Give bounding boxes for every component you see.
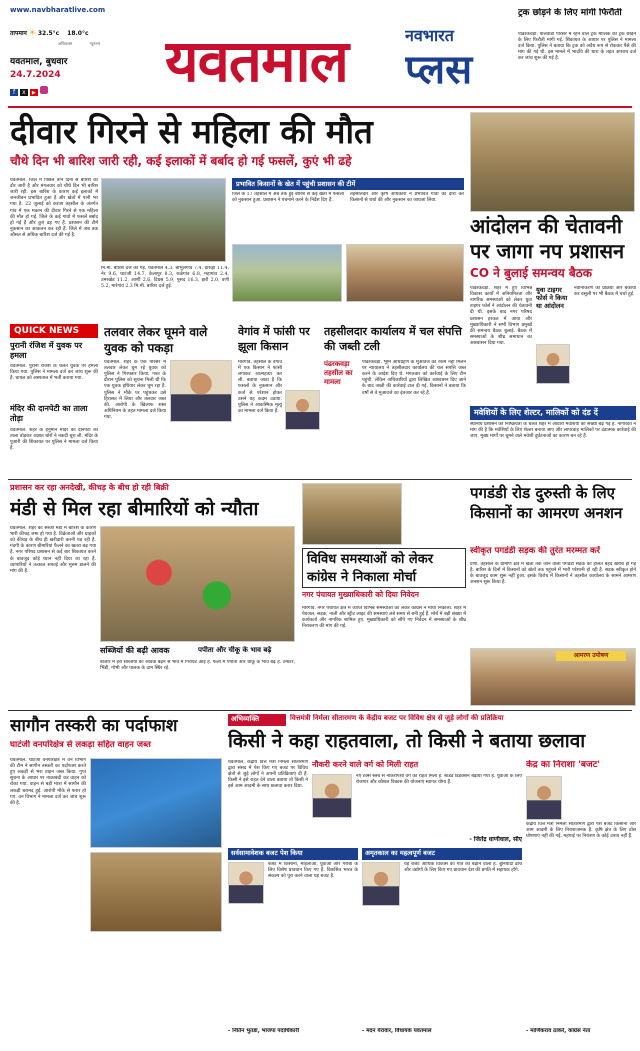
- suicide-photo: [285, 390, 320, 430]
- masthead-rule: [8, 106, 632, 108]
- congress-body: मारेगांव. नगर पंचायत क्षेत्र में व्याप्त विभिन्न समस्याओं को लेकर कांग्रेस ने मोर्चा निकाला. शहर में पेयजल, सड़क, नाली और स्ट्रीट लाइट की समस्याएं लंबे समय से बनी हुई हैं. मोर्चे में बड़ी संख्या में कार्यकर्ता और नागरिक शामिल हुए. मुख्याधिकारी को सौंपे गए निवेदन में समस्याओं के शीघ्र निराकरण की मांग की गई.: [302, 606, 466, 630]
- lead-subhead: चौथे दिन भी बारिश जारी रही, कई इलाकों में बर्बाद हो गई फसलें, कुएं भी ढहे: [10, 154, 352, 168]
- budget-box4-sign: - माणिकराव ठाकरे, कांग्रेस नेता: [526, 1028, 591, 1034]
- pagdandi-headline: पगडंडी रोड दुरुस्ती के लिए किसानों का आमरण अनशन: [470, 484, 623, 522]
- budget-box3-portrait: [362, 862, 400, 906]
- quick-news-item-2-headline: मंदिर की दानपेटी का ताला तोड़ा: [10, 404, 88, 423]
- budget-box2-sign: - नितिन भुतडा, भाजपा पदाधिकारी: [228, 1028, 300, 1034]
- right-mid-body: पांढरकवड़ा. शहर में हुए विभिन्न विकास कार्यों में अनियमितता और नागरिक समस्याओं को लेकर युवा टाइगर फोर्स ने आंदोलन की चेतावनी दी थी. इसके बाद नगर परिषद प्रशासन हरकत में आया और मुख्याधिकारी ने सभी विभाग प्रमुखों की समन्वय बैठक बुलाई. बैठक में समस्याओं के शीघ्र समाधान का आश्वासन दिया गया.: [470, 286, 532, 346]
- lead-photo-field: [232, 244, 342, 302]
- mandi-kicker: प्रशासन कर रहा अनदेखी, कीचड़ के बीच हो रही बिक्री: [10, 483, 169, 492]
- right-top-photo: [470, 112, 635, 212]
- sword-photo: [170, 360, 232, 422]
- section-rule-2: [8, 710, 632, 711]
- tehsil-headline: तहसीलदार कार्यालय में चल संपत्ति की जब्ती टली: [324, 325, 462, 353]
- pagdandi-subhead: स्वीकृत पगडंडी सड़क की तुरंत मरम्मत करें: [470, 546, 601, 556]
- sun-icon: ☀: [28, 28, 36, 37]
- cattle-notice-headline: मवेशियों के लिए शेल्टर, मालिकों को दंड दें: [470, 406, 636, 420]
- lead-rain-stats: मि.मी. बारिश दर्ज की गई. यवतमाल 4.3, बाभुलगांव 7.4, दारव्हा 11.4, नेर 9.6, घाटंजी 14.7, केलापुर 8.3, राळेगांव 6.8, महागांव 2.4, उमरखेड 11.2, आर्णी 2.6, दिग्रस 5.9, पुसद 16.3, झरी 2.0, वणी 5.2, मारेगांव 2.3 मि.मी. बारिश दर्ज हुई.: [101, 266, 229, 290]
- section-rule-1: [8, 479, 632, 480]
- youtube-icon[interactable]: ▶: [30, 89, 38, 96]
- mandi-caption-veg: सब्जियों की बढ़ी आवक: [100, 646, 170, 655]
- masthead-brand-sub: प्लस: [405, 47, 473, 93]
- quick-news-item-1-body: यवतमाल. पुरानी रंजिश के चलते युवक पर हमला किया गया. पुलिस ने मामला दर्ज कर जांच शुरू की है. घायल को अस्पताल में भर्ती कराया गया.: [10, 364, 98, 382]
- lead-box-left: जिले के 17 तहसील में अब तक हुई बारिश से कई खेतों में फसलों को नुकसान हुआ. प्रशासन ने पंचनामे करने के निर्देश दिए हैं.: [232, 192, 344, 204]
- sagwan-subhead: घाटंजी वनपरिक्षेत्र से लकड़ा सहित वाहन जब्त: [10, 740, 151, 750]
- temp-min-label: न्यूनतम: [89, 41, 100, 46]
- social-icons: [10, 86, 70, 96]
- tehsil-tag: पंढरकवड़ा तहसील का मामला: [324, 360, 353, 386]
- side-top-body: पांढरकवड़ा. पोलवाडा परिसर में रहने वाले ट्रक मालिक को ट्रक छोड़ने के लिए फिरौती मांगी गई. शिकायत के आधार पर पुलिस ने मामला दर्ज किया. पुलिस ने बताया कि ट्रक को अवैध रूप से रोककर पैसे की मांग की गई थी. इस मामले में भादंवि की धारा के तहत अपराध दर्ज कर जांच शुरू की गई है.: [518, 32, 636, 62]
- lead-photo-well: [101, 178, 226, 262]
- right-mid-headline: आंदोलन की चेतावनी पर जागा नप प्रशासन: [470, 214, 625, 263]
- instagram-icon[interactable]: [40, 86, 48, 94]
- masthead-title: यवतमाल: [165, 27, 348, 95]
- quick-news-label: QUICK NEWS: [10, 324, 98, 338]
- tehsil-body: पांढरकवड़ा. भूमि अधिग्रहण के मुआवजे की रकम नहीं मिलने पर न्यायालय ने तहसीलदार कार्यालय की चल संपत्ति जब्त करने के आदेश दिए थे. मंगलवार को कार्रवाई के लिए टीम पहुंची, लेकिन अधिकारियों द्वारा लिखित आश्वासन दिए जाने के बाद जब्ती की कार्रवाई टाल दी गई. किसानों ने बताया कि वर्षों से वे मुआवजे का इंतजार कर रहे हैं.: [362, 360, 466, 396]
- pagdandi-body: वणी. तहसील के ग्रामीण क्षेत्र में खेतों तक जाने वाली पगडंडी सड़क की हालत बेहद खराब हो गई है. बारिश के दिनों में किसानों को खेतों तक पहुंचने में भारी परेशानी हो रही है. सड़क स्वीकृत होने के बावजूद काम शुरू नहीं हुआ. इसके विरोध में किसानों ने तहसील कार्यालय के सामने आमरण अनशन शुरू किया है.: [470, 562, 636, 586]
- right-mid-subhead: CO ने बुलाई समन्वय बैठक: [470, 266, 592, 280]
- budget-lead-body: यवतमाल. केंद्रीय वित्त मंत्री निर्मला सीतारमण द्वारा संसद में पेश किए गए बजट पर विविध क्षेत्रों से जुड़े लोगों ने अपनी प्रतिक्रियाएं दी हैं. किसी ने इसे राहत देने वाला बताया तो किसी ने इसे आम आदमी के साथ छलावा करार दिया.: [228, 760, 308, 790]
- sagwan-photo-wood: [90, 852, 222, 932]
- budget-kicker: अभिव्यक्ति: [228, 714, 286, 726]
- budget-box4-title: केंद्र का निराशा 'बजट': [526, 760, 600, 770]
- mandi-body: यवतमाल. शहर की सब्जी मंडी में बारिश के कारण भारी कीचड़ जमा हो गया है. विक्रेताओं और ग्राहकों को कीचड़ के बीच ही खरीदारी करनी पड़ रही है. गंदगी के कारण बीमारियां फैलने का खतरा बढ़ गया है. नगर परिषद प्रशासन से कई बार शिकायत करने के बावजूद कोई ध्यान नहीं दिया जा रहा है. व्यापारियों ने तत्काल सफाई और मुरुम डालने की मांग की है.: [10, 526, 96, 574]
- twitter-icon[interactable]: x: [20, 89, 28, 96]
- right-mid-side: नवीनीकरण की प्रक्रिया और बकाया कर वसूली पर भी बैठक में चर्चा हुई.: [574, 286, 636, 298]
- mandi-body2: बाजार में हरी सब्जियों की आवक बढ़ने से भाव में गिरावट आई है. फलों में पपीता और चीकू के भाव बढ़े हैं. टमाटर, भिंडी, गोभी और पालक के दाम स्थिर रहे.: [100, 660, 295, 672]
- temp-max: 32.5°c: [37, 30, 60, 37]
- budget-box1-sign: - जितेंद्र धाणीवाल, सीए: [469, 836, 522, 843]
- facebook-icon[interactable]: f: [10, 89, 18, 96]
- mandi-photo: [100, 526, 295, 642]
- congress-subhead: नगर पंचायत मुख्याधिकारी को दिया निवेदन: [302, 590, 419, 599]
- masthead-brand: नवभारत: [405, 26, 454, 45]
- congress-headline: विविध समस्याओं को लेकर कांग्रेस ने निकाला मोर्चा: [302, 548, 466, 588]
- website-url[interactable]: www.navbharatlive.com: [10, 6, 106, 14]
- budget-box2-portrait: [228, 862, 264, 904]
- lead-box-title: प्रभावित किसानों के खेत में पहुंची प्रशासन की टीमें: [232, 178, 464, 190]
- budget-box1-body: नए टैक्स स्लैब से नौकरीपेशा वर्ग को राहत मिली है. स्टैंडर्ड डिडक्शन बढ़ाया गया है. युवाओं के लिए रोजगार और कौशल विकास की योजनाएं स्वागत योग्य हैं.: [356, 774, 522, 786]
- sagwan-headline: सागौन तस्करी का पर्दाफाश: [10, 716, 178, 736]
- budget-box4-body: केंद्रीय वित्त मंत्री निर्मला सीतारमण द्वारा पेश बजट किसानों और आम आदमी के लिए निराशाजनक है. कृषि क्षेत्र के लिए ठोस घोषणाएं नहीं की गईं. महंगाई पर नियंत्रण के कोई उपाय नहीं हैं.: [526, 822, 636, 840]
- lead-headline: दीवार गिरने से महिला की मौत: [10, 112, 373, 151]
- sword-body: यवतमाल. शहर के एक परिसर में तलवार लेकर घूम रहे युवक को पुलिस ने गिरफ्तार किया. गश्त के दौरान पुलिस को सूचना मिली थी कि एक युवक हथियार लेकर घूम रहा है. पुलिस ने मौके पर पहुंचकर उसे हिरासत में लिया और तलवार जब्त की. आरोपी के खिलाफ शस्त्र अधिनियम के तहत मामला दर्ज किया गया.: [104, 360, 166, 420]
- mandi-headline: मंडी से मिल रहा बीमारियों को न्यौता: [10, 498, 259, 520]
- edition-city-day: यवतमाल, बुधवार: [10, 57, 68, 67]
- budget-box1-portrait: [312, 774, 352, 818]
- temp-min: 18.0°c: [67, 30, 89, 37]
- budget-box2-body: बजट में किसानों, महिलाओं, युवाओं और गरीबों के लिए विशेष प्रावधान किए गए हैं. विकसित भारत के संकल्प को पूरा करने वाला यह बजट है.: [268, 862, 358, 880]
- right-mid-portrait: [536, 344, 570, 384]
- sagwan-body: यवतमाल. घाटंजी वनपरिक्षेत्र में वन विभाग की टीम ने सागौन तस्करी का पर्दाफाश करते हुए लकड़ी से भरा वाहन जब्त किया. गुप्त सूचना के आधार पर नाकाबंदी कर वाहन को रोका गया. वाहन से बड़ी मात्रा में सागौन की लकड़ी बरामद हुई. आरोपी मौके से फरार हो गए. वन विभाग ने मामला दर्ज कर जांच शुरू की है.: [10, 758, 86, 806]
- suicide-body: मारेगांव. तहसील के वेगांव में एक किसान ने फांसी लगाकर आत्महत्या कर ली. बताया जाता है कि फसलों के नुकसान और कर्ज से परेशान होकर उसने यह कदम उठाया. पुलिस ने आकस्मिक मृत्यु का मामला दर्ज किया है.: [238, 360, 282, 414]
- quick-news-item-1-headline: पुरानी रंजिश में युवक पर हमला: [10, 341, 83, 360]
- edition-date: 24.7.2024: [10, 70, 61, 80]
- suicide-headline: वेगांव में फांसी पर झूला किसान: [238, 325, 310, 353]
- budget-box3-title: अमृतकाल का महत्वपूर्ण बजट: [362, 848, 522, 860]
- budget-kicker-text: वित्तमंत्री निर्मला सीतारमण के केंद्रीय बजट पर विविध क्षेत्र से जुड़े लोगों की प्रतिक्रिया: [290, 714, 504, 722]
- temp-label: तापमान: [10, 30, 27, 37]
- side-top-headline: ट्रक छोड़ने के लिए मांगी फिरौती: [518, 8, 622, 18]
- budget-box1-title: नौकरी करने वाले वर्ग को मिली राहत: [312, 760, 419, 769]
- budget-box3-body: यह बजट आर्थिक विकास की गति को बढ़ाने वाला है. बुनियादी ढांचे और उद्योगों के लिए किए गए प्रावधान देश की प्रगति में सहायक होंगे.: [404, 862, 522, 874]
- temp-max-label: अधिकतम: [58, 41, 73, 46]
- right-mid-tag: युवा टाइगर फोर्स ने किया था आंदोलन: [536, 286, 568, 310]
- quick-news-item-2-body: यवतमाल. शहर के हनुमान मंदिर की दानपेटी का ताला तोड़कर अज्ञात चोरों ने नकदी चुरा ली. मंदिर के पुजारी की शिकायत पर पुलिस ने मामला दर्ज किया है.: [10, 428, 98, 452]
- sagwan-photo-truck: [90, 758, 222, 848]
- budget-headline: किसी ने कहा राहतवाला, तो किसी ने बताया छलावा: [228, 730, 586, 752]
- lead-box-right: तहसीलदार और कृषि अधिकारी ने प्रभावित गांवों का दौरा कर किसानों से चर्चा की और नुकसान का जायजा लिया.: [350, 192, 464, 204]
- pagdandi-photo-banner: आमरण उपोषण: [556, 651, 626, 661]
- lead-photo-officials: [346, 244, 464, 302]
- lead-body: यवतमाल. जिले में पिछले तीन दिनों से बारिश का दौर जारी है और मंगलवार को चौथे दिन भी बारिश जारी रही. इस बारिश के कारण कई इलाकों में जनजीवन प्रभावित हुआ है और खेतों में पानी भर गया है. 22 जुलाई को करंजा तहसील के अंतर्गत गांव में एक मकान की दीवार गिरने से एक महिला की मौत हो गई. जिले के कई गांवों में फसलें बर्बाद हो गई हैं और कुएं ढह गए हैं. प्रशासन की टीमें नुकसान का आकलन कर रही हैं. जिले में अब तक औसत से अधिक बारिश दर्ज की गई है.: [10, 178, 98, 238]
- budget-box3-sign: - मदन येरावार, विधायक यवतमाल: [362, 1028, 432, 1034]
- budget-box4-portrait: [526, 776, 562, 820]
- cattle-notice-body: स्थानीय प्रशासन की निष्क्रियता के चलते शहर में आवारा मवेशियों की संख्या बढ़ गई है. नागरिकों ने मांग की है कि मवेशियों के लिए शेल्टर बनाया जाए और लापरवाह मालिकों पर दंडात्मक कार्रवाई की जाए. मुख्य मार्गों पर घूमने वाले मवेशी दुर्घटनाओं का कारण बन रहे हैं.: [470, 422, 636, 440]
- congress-photo: [302, 483, 402, 545]
- sword-headline: तलवार लेकर घूमने वाले युवक को पकड़ा: [104, 325, 208, 355]
- weather-sub-labels: [58, 41, 138, 49]
- mandi-caption-papaya: पपीता और चीकू के भाव बढ़े: [198, 646, 272, 654]
- budget-box2-title: सर्वसामावेशक बजट पेश किया: [228, 848, 358, 860]
